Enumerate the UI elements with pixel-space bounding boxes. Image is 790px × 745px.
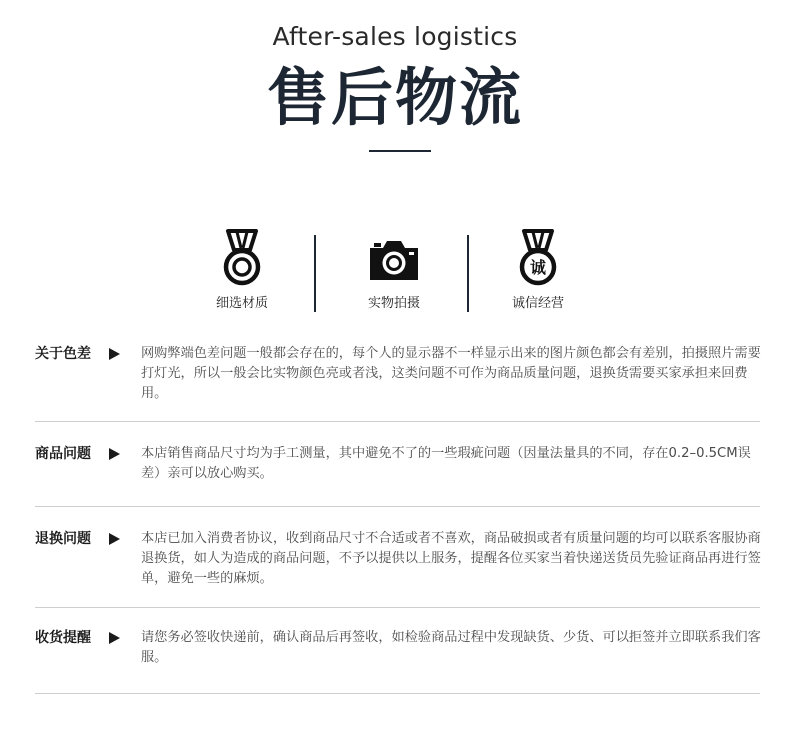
section-divider bbox=[35, 693, 760, 694]
feature-honesty bbox=[478, 228, 598, 311]
section-text: 网购弊端色差问题一般都会存在的，每个人的显示器不一样显示出来的图片颜色都会有差别，拍摄照片需要打灯光，所以一般会比实物颜色亮或者浅，这类问题不可作为商品质量问题，退换货需要买家承担来回费用。 bbox=[141, 346, 761, 401]
section-text: 本店销售商品尺寸均为手工测量，其中避免不了的一些瑕疵问题（因量法量具的不同，存在0.2–0.5CM误差）亲可以放心购买。 bbox=[141, 446, 751, 481]
triangle-right-icon bbox=[109, 348, 120, 360]
medal-icon bbox=[220, 228, 264, 286]
section-divider bbox=[35, 607, 760, 608]
section-text: 请您务必签收快递前，确认商品后再签收，如检验商品过程中发现缺货、少货、可以拒签并立即联系我们客服。 bbox=[141, 630, 761, 665]
section-label: 关于色差 bbox=[35, 346, 91, 362]
feature-label: 细选材质 bbox=[215, 296, 268, 311]
feature-material bbox=[182, 228, 302, 311]
section-label: 收货提醒 bbox=[35, 630, 91, 646]
section-divider bbox=[35, 421, 760, 422]
section-label: 退换问题 bbox=[35, 531, 91, 547]
section-divider bbox=[35, 506, 760, 507]
feature-divider bbox=[467, 235, 469, 312]
honesty-badge-text: 诚 bbox=[529, 258, 547, 277]
feature-label: 实物拍摄 bbox=[367, 296, 420, 311]
triangle-right-icon bbox=[109, 448, 120, 460]
section-text: 本店已加入消费者协议，收到商品尺寸不合适或者不喜欢，商品破损或者有质量问题的均可以联系客服协商退换货，如人为造成的商品问题，不予以提供以上服务，提醒各位买家当着快递送货员先验证商品再进行签单，避免一些的麻烦。 bbox=[141, 531, 761, 586]
subtitle-en: After-sales logistics bbox=[272, 22, 518, 51]
section-label: 商品问题 bbox=[35, 446, 91, 462]
title-underline bbox=[369, 150, 431, 152]
feature-photo bbox=[334, 228, 454, 311]
feature-divider bbox=[314, 235, 316, 312]
honesty-medal-icon bbox=[516, 228, 560, 286]
feature-label: 诚信经营 bbox=[511, 296, 564, 311]
triangle-right-icon bbox=[109, 533, 120, 545]
triangle-right-icon bbox=[109, 632, 120, 644]
page-title: 售后物流 bbox=[266, 61, 523, 134]
camera-icon bbox=[366, 228, 422, 286]
